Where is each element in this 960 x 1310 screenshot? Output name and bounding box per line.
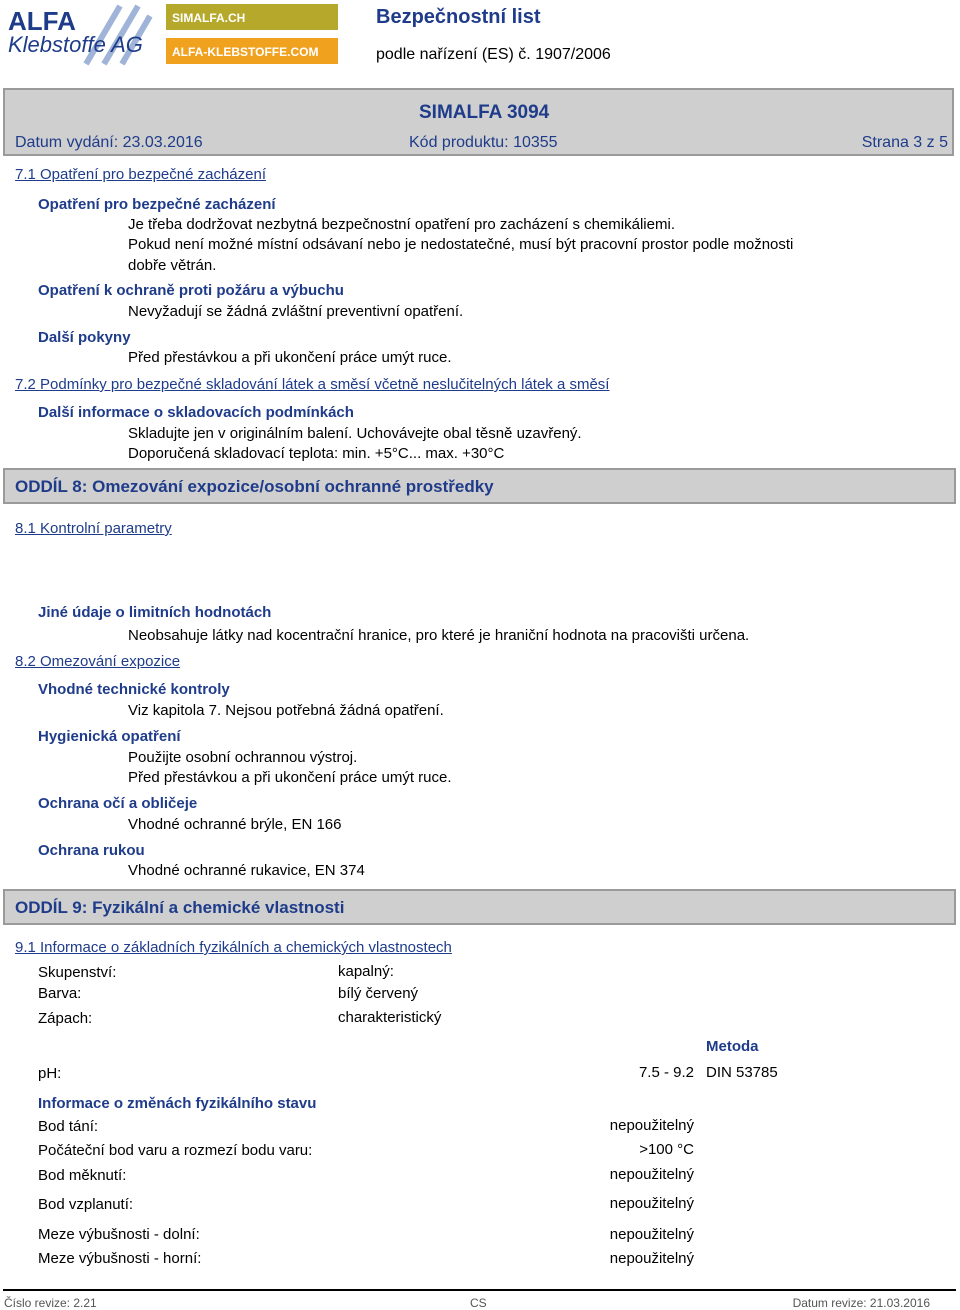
label-fire-protection: Opatření k ochraně proti požáru a výbuchu: [38, 282, 344, 299]
footer-revision-date: Datum revize: 21.03.2016: [792, 1296, 930, 1310]
label-eye-protection: Ochrana očí a obličeje: [38, 795, 198, 812]
subsection-8-2-heading: 8.2 Omezování expozice: [15, 653, 181, 670]
section-9-title: ODDÍL 9: Fyzikální a chemické vlastnosti: [15, 898, 345, 917]
prop-value: nepoužitelný: [609, 1117, 694, 1134]
prop-label: Zápach:: [38, 1010, 93, 1027]
text-safe-handling-2: Pokud není možné místní odsávaní nebo je nedostatečné, musí být pracovní prostor podle možnosti: [128, 236, 794, 253]
product-code: Kód produktu: 10355: [409, 134, 558, 151]
section-8-title: ODDÍL 8: Omezování expozice/osobní ochranné prostředky: [15, 477, 494, 496]
prop-label: Bod tání:: [38, 1118, 99, 1135]
footer-divider: [3, 1289, 956, 1291]
ph-value: 7.5 - 9.2: [638, 1064, 694, 1081]
text-hygiene-1: Použijte osobní ochrannou výstroj.: [128, 749, 358, 766]
document-title: Bezpečnostní list: [376, 6, 541, 28]
subsection-9-1-heading: 9.1 Informace o základních fyzikálních a chemických vlastnostech: [15, 939, 452, 956]
logo-word-klebstoffe: Klebstoffe AG: [8, 32, 143, 57]
logo-word-alfa: ALFA: [8, 6, 76, 36]
text-limit-values: Neobsahuje látky nad kocentrační hranice, pro které je hraniční hodnota na pracovišti určena.: [128, 627, 750, 644]
company-logo: [4, 2, 340, 68]
text-technical-controls: Viz kapitola 7. Nejsou potřebná žádná opatření.: [128, 702, 444, 719]
text-storage-1: Skladujte jen v originálním balení. Uchovávejte obal těsně uzavřený.: [128, 425, 582, 442]
footer-revision-number: Číslo revize: 2.21: [4, 1296, 97, 1310]
text-fire-protection: Nevyžadují se žádná zvláštní preventivní opatření.: [128, 303, 464, 320]
logo-badge-1: SIMALFA.CH: [172, 11, 246, 25]
prop-label: Bod vzplanutí:: [38, 1196, 134, 1213]
subsection-7-2-heading: 7.2 Podmínky pro bezpečné skladování látek a směsí včetně neslučitelných látek a směsí: [15, 376, 610, 393]
text-further-notes: Před přestávkou a při ukončení práce umýt ruce.: [128, 349, 452, 366]
label-hand-protection: Ochrana rukou: [38, 842, 145, 859]
prop-value: nepoužitelný: [609, 1250, 694, 1267]
prop-value: nepoužitelný: [609, 1166, 694, 1183]
prop-value: nepoužitelný: [609, 1226, 694, 1243]
text-safe-handling-3: dobře větrán.: [128, 257, 217, 274]
text-hygiene-2: Před přestávkou a při ukončení práce umýt ruce.: [128, 769, 452, 786]
label-limit-values: Jiné údaje o limitních hodnotách: [38, 604, 272, 621]
product-name: SIMALFA 3094: [419, 102, 550, 123]
prop-label: Barva:: [38, 985, 82, 1002]
logo-badge-2: ALFA-KLEBSTOFFE.COM: [172, 45, 319, 59]
prop-label: Skupenství:: [38, 964, 117, 981]
page-number: Strana 3 z 5: [861, 134, 948, 151]
label-safe-handling: Opatření pro bezpečné zacházení: [38, 196, 276, 213]
text-storage-2: Doporučená skladovací teplota: min. +5°C... max. +30°C: [128, 445, 505, 462]
subsection-7-1-heading: 7.1 Opatření pro bezpečné zacházení: [15, 166, 267, 183]
ph-label: pH:: [38, 1065, 62, 1082]
prop-label: Počáteční bod varu a rozmezí bodu varu:: [38, 1142, 313, 1159]
label-storage-info: Další informace o skladovacích podmínkách: [38, 404, 354, 421]
subsection-8-1-heading: 8.1 Kontrolní parametry: [15, 520, 172, 537]
prop-label: Bod měknutí:: [38, 1167, 127, 1184]
issue-date: Datum vydání: 23.03.2016: [15, 134, 203, 151]
text-safe-handling-1: Je třeba dodržovat nezbytná bezpečnostní opatření pro zacházení s chemikáliemi.: [128, 216, 675, 233]
footer-language: CS: [470, 1296, 487, 1310]
label-hygiene: Hygienická opatření: [38, 728, 181, 745]
text-hand-protection: Vhodné ochranné rukavice, EN 374: [128, 862, 365, 879]
prop-value: charakteristický: [338, 1009, 442, 1026]
prop-value: bílý červený: [338, 985, 419, 1002]
method-column-header: Metoda: [706, 1038, 759, 1055]
prop-label: Meze výbušnosti - horní:: [38, 1250, 202, 1267]
label-state-changes: Informace o změnách fyzikálního stavu: [38, 1095, 317, 1112]
prop-value: nepoužitelný: [609, 1195, 694, 1212]
text-eye-protection: Vhodné ochranné brýle, EN 166: [128, 816, 342, 833]
prop-value: >100 °C: [639, 1141, 694, 1158]
document-subtitle: podle nařízení (ES) č. 1907/2006: [376, 46, 611, 63]
label-technical-controls: Vhodné technické kontroly: [38, 681, 230, 698]
prop-label: Meze výbušnosti - dolní:: [38, 1226, 200, 1243]
label-further-notes: Další pokyny: [38, 329, 131, 346]
ph-method: DIN 53785: [706, 1064, 778, 1081]
prop-value: kapalný:: [338, 963, 394, 980]
